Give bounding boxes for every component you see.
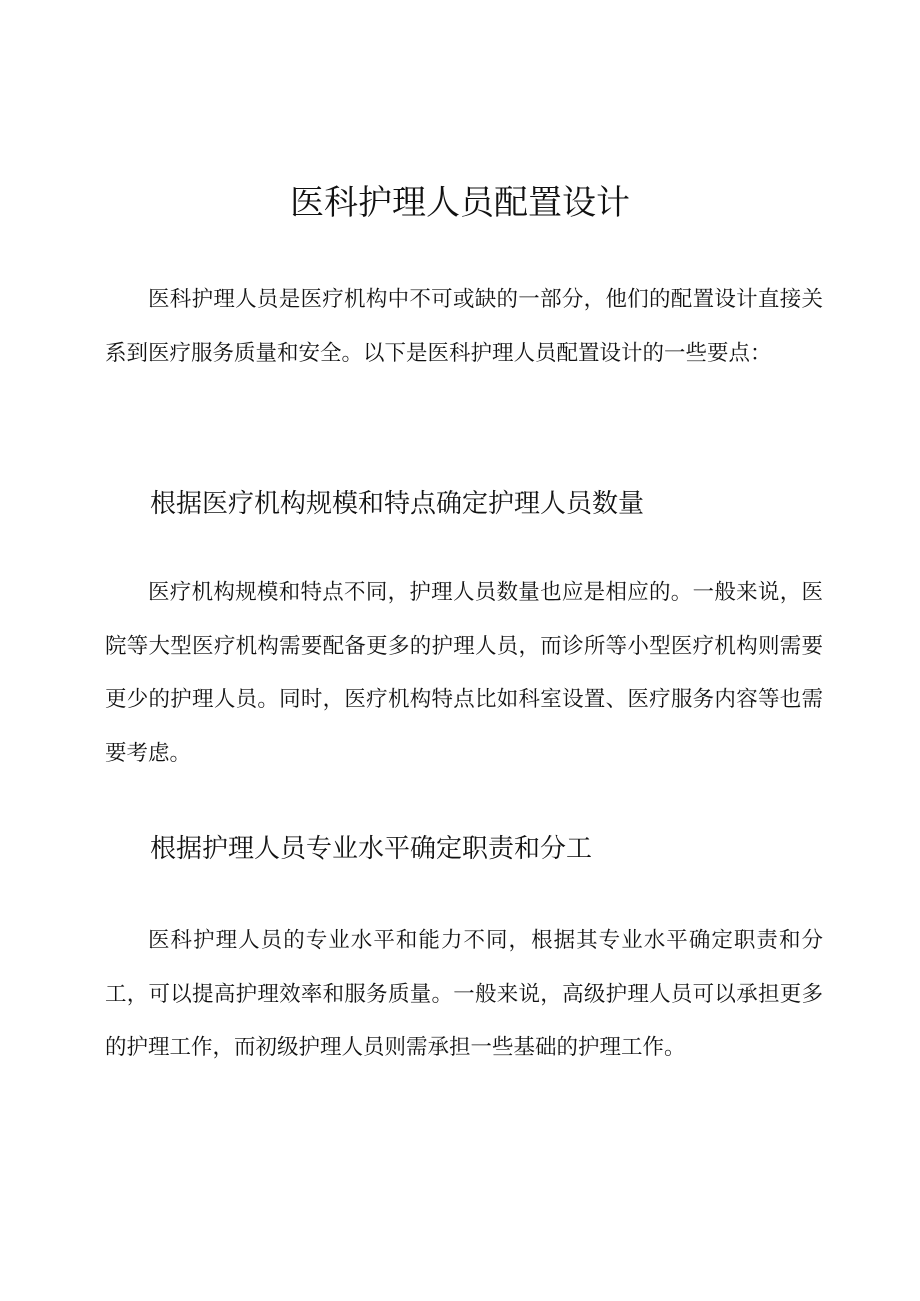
- section-2-heading: 根据护理人员专业水平确定职责和分工: [150, 834, 593, 864]
- section-1-paragraph: 医疗机构规模和特点不同，护理人员数量也应是相应的。一般来说，医院等大型医疗机构需要配备更多的护理人员，而诊所等小型医疗机构则需要更少的护理人员。同时，医疗机构特点比如科室设置、医疗服务内容等也需要考虑。: [105, 580, 823, 766]
- intro-paragraph: 医科护理人员是医疗机构中不可或缺的一部分，他们的配置设计直接关系到医疗服务质量和安全。以下是医科护理人员配置设计的一些要点：: [105, 287, 823, 366]
- section-1-heading: 根据医疗机构规模和特点确定护理人员数量: [150, 489, 645, 519]
- section-2-paragraph: 医科护理人员的专业水平和能力不同，根据其专业水平确定职责和分工，可以提高护理效率和服务质量。一般来说，高级护理人员可以承担更多的护理工作，而初级护理人员则需承担一些基础的护理工作。: [105, 928, 823, 1060]
- document-title: 医科护理人员配置设计: [290, 183, 630, 223]
